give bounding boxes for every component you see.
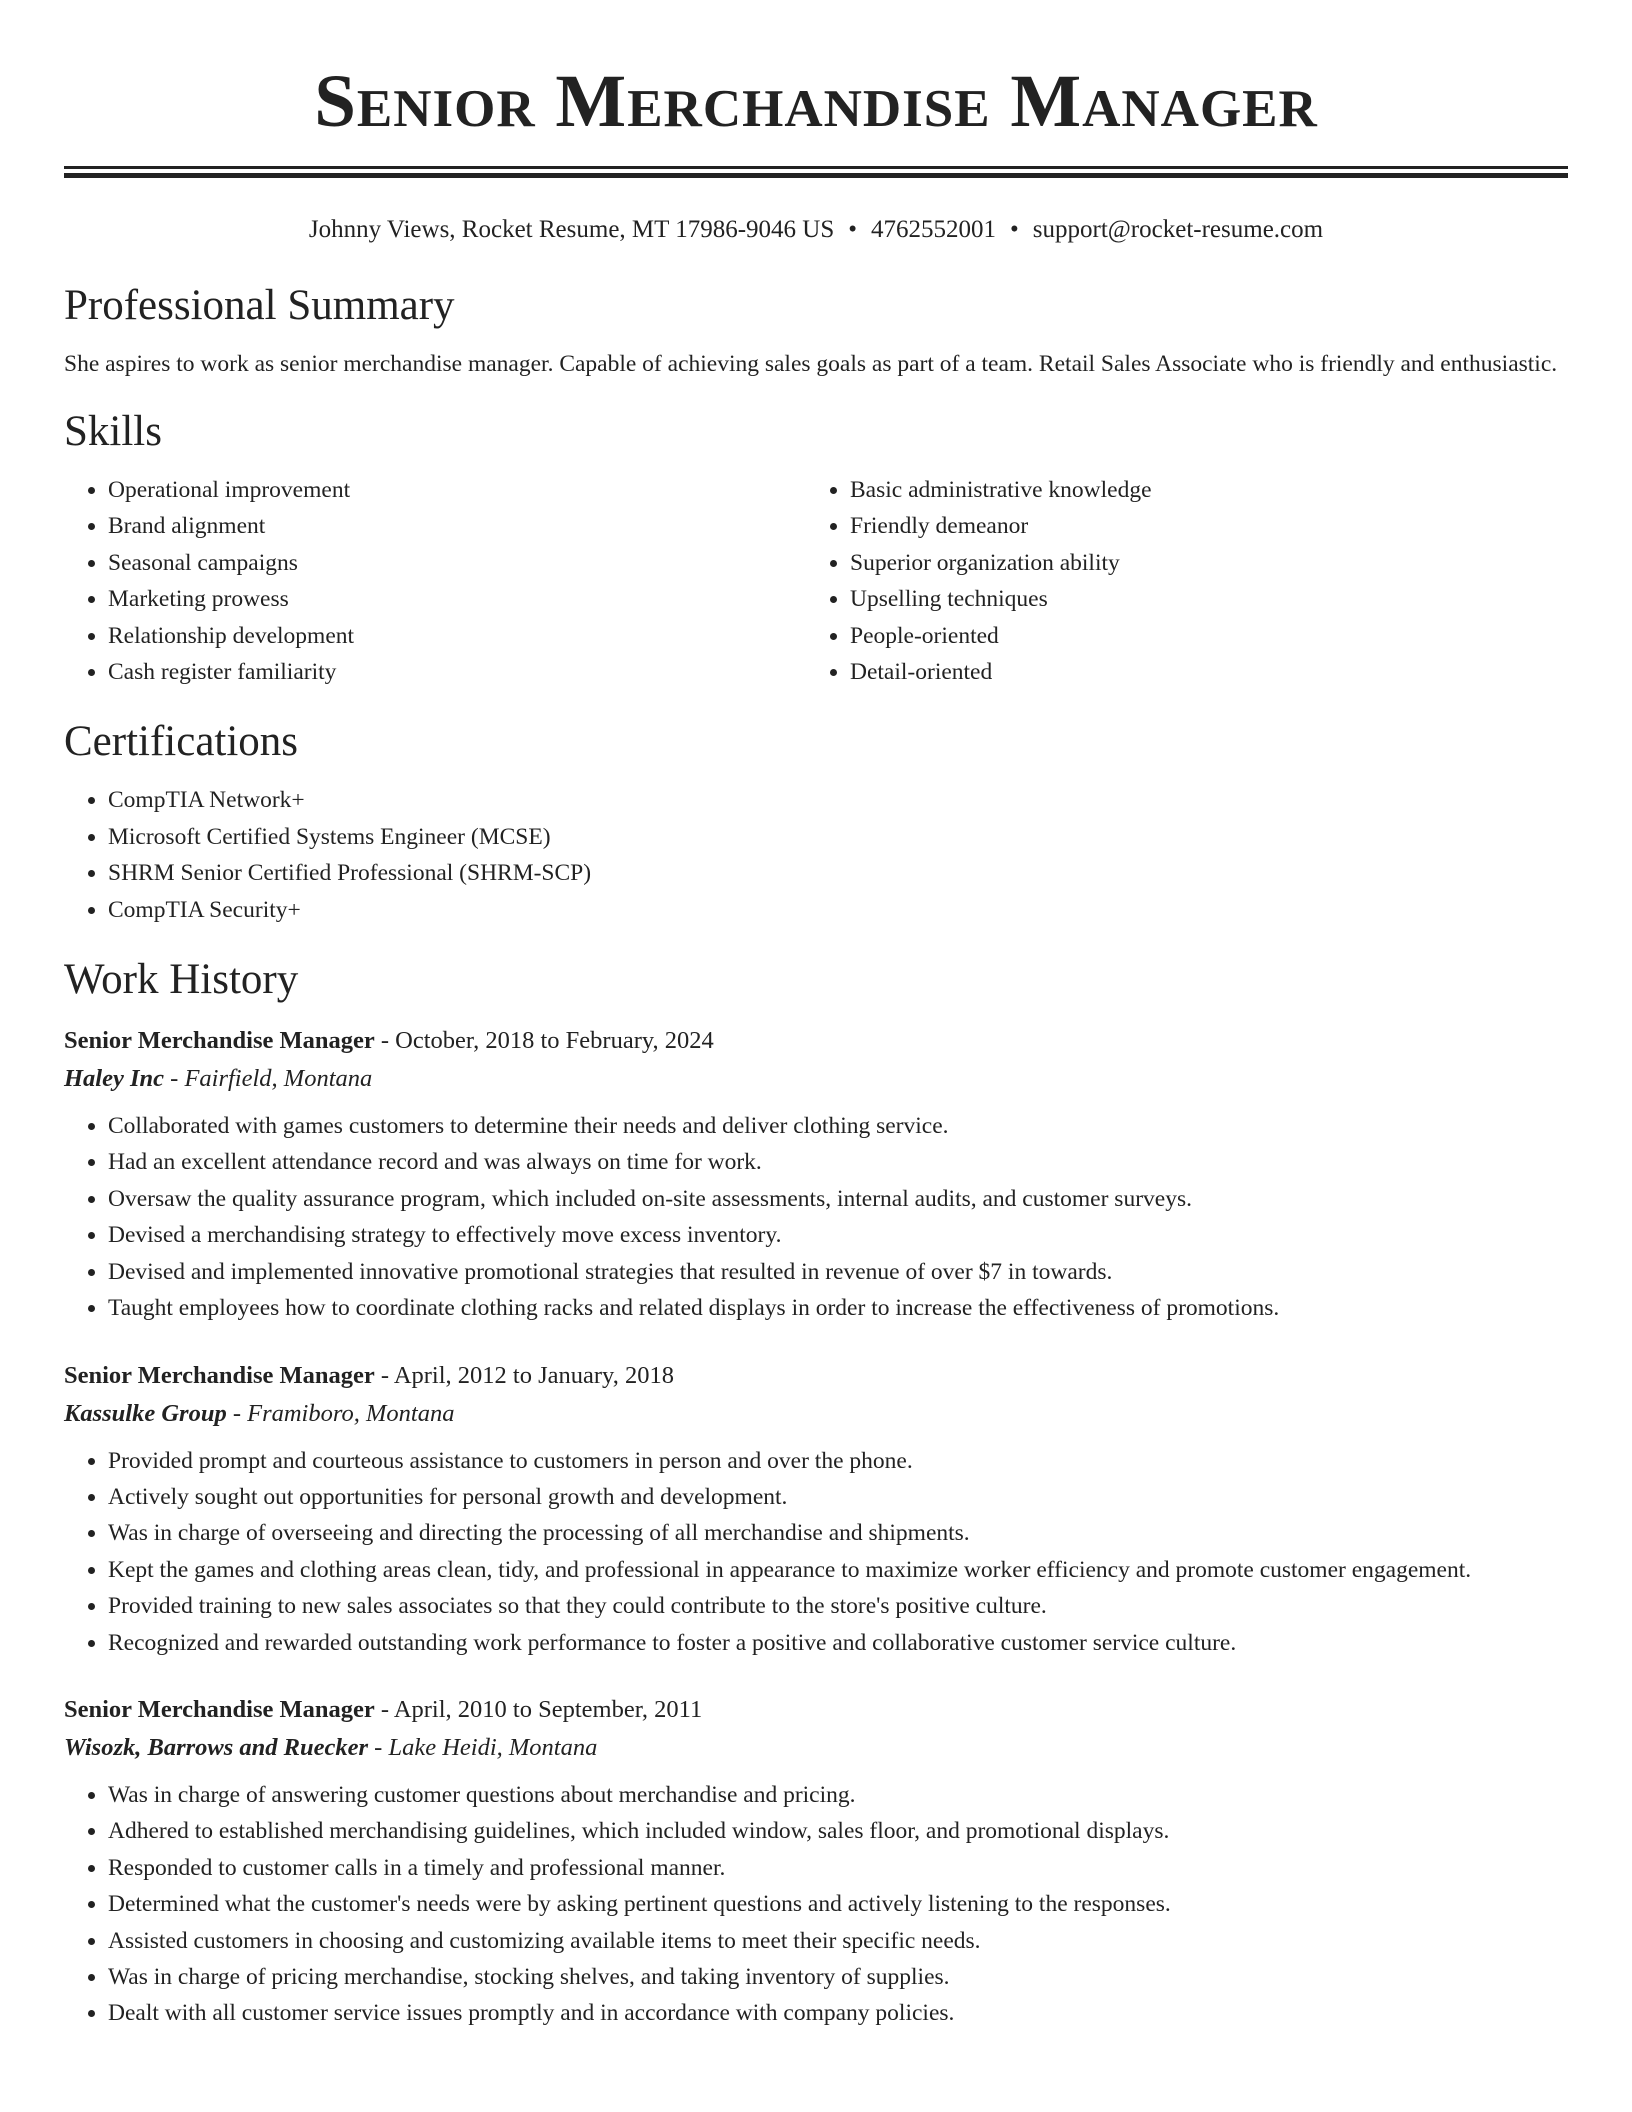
job-location: - Lake Heidi, Montana [374,1733,598,1761]
job-location: - Fairfield, Montana [170,1065,373,1093]
job-bullet: • Was in charge of answering customer questions about merchandise and pricing. [108,1777,1568,1813]
job-bullet: • Responded to customer calls in a timely and professional manner. [108,1850,1568,1886]
job-bullet: • Determined what the customer's needs were by asking pertinent questions and actively listening to the responses. [108,1886,1568,1922]
job-bullet: • Provided training to new sales associates so that they could contribute to the store's positive culture. [108,1588,1568,1624]
section-heading-certifications: Certifications [64,718,299,766]
skill-item: • Seasonal campaigns [108,545,806,581]
skill-item: • People-oriented [850,618,1548,654]
job-bullet: • Adhered to established merchandising guidelines, which included window, sales floor, and promotional displays. [108,1813,1568,1849]
job-company: Haley Inc [64,1065,165,1093]
job-bullets [64,1108,1568,1326]
title-double-rule [64,166,1568,178]
work-history-section [64,954,1568,2032]
contact-email: support@rocket-resume.com [1032,216,1324,243]
skills-column-left [64,472,806,690]
resume-title: Senior Merchandise Manager [314,60,1318,143]
job-bullet: • Collaborated with games customers to determine their needs and deliver clothing service. [108,1108,1568,1144]
skill-item: • Basic administrative knowledge [850,472,1548,508]
skills-list-right [806,472,1548,690]
contact-line [64,214,1568,246]
certification-item: • SHRM Senior Certified Professional (SHRM-SCP) [108,855,1568,891]
job-bullet: • Was in charge of pricing merchandise, stocking shelves, and taking inventory of supplies. [108,1959,1568,1995]
skill-item: • Upselling techniques [850,581,1548,617]
contact-address: Johnny Views, Rocket Resume, MT 17986-9046 US [308,216,835,243]
skill-item: • Cash register familiarity [108,654,806,690]
job-bullet: • Kept the games and clothing areas clean, tidy, and professional in appearance to maximize worker efficiency and promote customer engagement. [108,1552,1568,1588]
job-title-line [64,1691,1568,1729]
skills-column-right [806,472,1548,690]
job-company: Wisozk, Barrows and Ruecker [64,1733,369,1761]
job-role: Senior Merchandise Manager [64,1361,375,1389]
contact-phone: 4762552001 [871,216,997,243]
job-company: Kassulke Group [64,1399,227,1427]
job-company-line [64,1395,1568,1433]
skills-section [64,406,1568,690]
certifications-section [64,716,1568,928]
job-bullet: • Devised a merchandising strategy to effectively move excess inventory. [108,1217,1568,1253]
job-title-line [64,1022,1568,1060]
skill-item: • Marketing prowess [108,581,806,617]
job-company-line [64,1729,1568,1767]
skill-item: • Relationship development [108,618,806,654]
job-role: Senior Merchandise Manager [64,1027,375,1055]
job-bullet: • Oversaw the quality assurance program, which included on-site assessments, internal audits, and customer surveys. [108,1181,1568,1217]
job-entry [64,1357,1568,1661]
job-company-line [64,1060,1568,1098]
job-dates: - April, 2012 to January, 2018 [380,1361,674,1389]
resume-page [64,0,1568,2032]
job-location: - Framiboro, Montana [232,1399,455,1427]
skill-item: • Detail-oriented [850,654,1548,690]
certifications-list [64,782,1568,928]
skill-item: • Operational improvement [108,472,806,508]
skills-columns [64,472,1568,690]
skills-list-left [64,472,806,690]
certification-item: • CompTIA Security+ [108,892,1568,928]
job-bullet: • Had an excellent attendance record and was always on time for work. [108,1144,1568,1180]
summary-text: She aspires to work as senior merchandise manager. Capable of achieving sales goals as part of a team. Retail Sales Associate who is friendly and enthusiastic. [64,351,1558,377]
certification-item: • Microsoft Certified Systems Engineer (MCSE) [108,819,1568,855]
job-bullet: • Was in charge of overseeing and directing the processing of all merchandise and shipments. [108,1515,1568,1551]
job-bullets [64,1443,1568,1661]
skill-item: • Superior organization ability [850,545,1548,581]
contact-separator: • [848,216,858,243]
job-entry [64,1022,1568,1326]
job-bullets [64,1777,1568,2032]
job-dates: - April, 2010 to September, 2011 [380,1695,703,1723]
job-bullet: • Assisted customers in choosing and customizing available items to meet their specific needs. [108,1923,1568,1959]
job-bullet: • Recognized and rewarded outstanding work performance to foster a positive and collaborative customer service culture. [108,1625,1568,1661]
job-bullet: • Taught employees how to coordinate clothing racks and related displays in order to increase the effectiveness of promotions. [108,1290,1568,1326]
skill-item: • Friendly demeanor [850,508,1548,544]
contact-separator: • [1010,216,1019,243]
summary-section [64,280,1568,382]
certification-item: • CompTIA Network+ [108,782,1568,818]
job-bullet: • Actively sought out opportunities for personal growth and development. [108,1479,1568,1515]
job-bullet: • Dealt with all customer service issues promptly and in accordance with company policies. [108,1995,1568,2031]
job-entry [64,1691,1568,2032]
job-bullet: • Provided prompt and courteous assistance to customers in person and over the phone. [108,1443,1568,1479]
job-dates: - October, 2018 to February, 2024 [380,1027,714,1055]
skill-item: • Brand alignment [108,508,806,544]
job-role: Senior Merchandise Manager [64,1695,375,1723]
job-title-line [64,1357,1568,1395]
job-bullet: • Devised and implemented innovative promotional strategies that resulted in revenue of over $7 in towards. [108,1254,1568,1290]
section-heading-summary: Professional Summary [64,282,455,329]
section-heading-work-history: Work History [64,956,299,1004]
section-heading-skills: Skills [64,408,162,455]
